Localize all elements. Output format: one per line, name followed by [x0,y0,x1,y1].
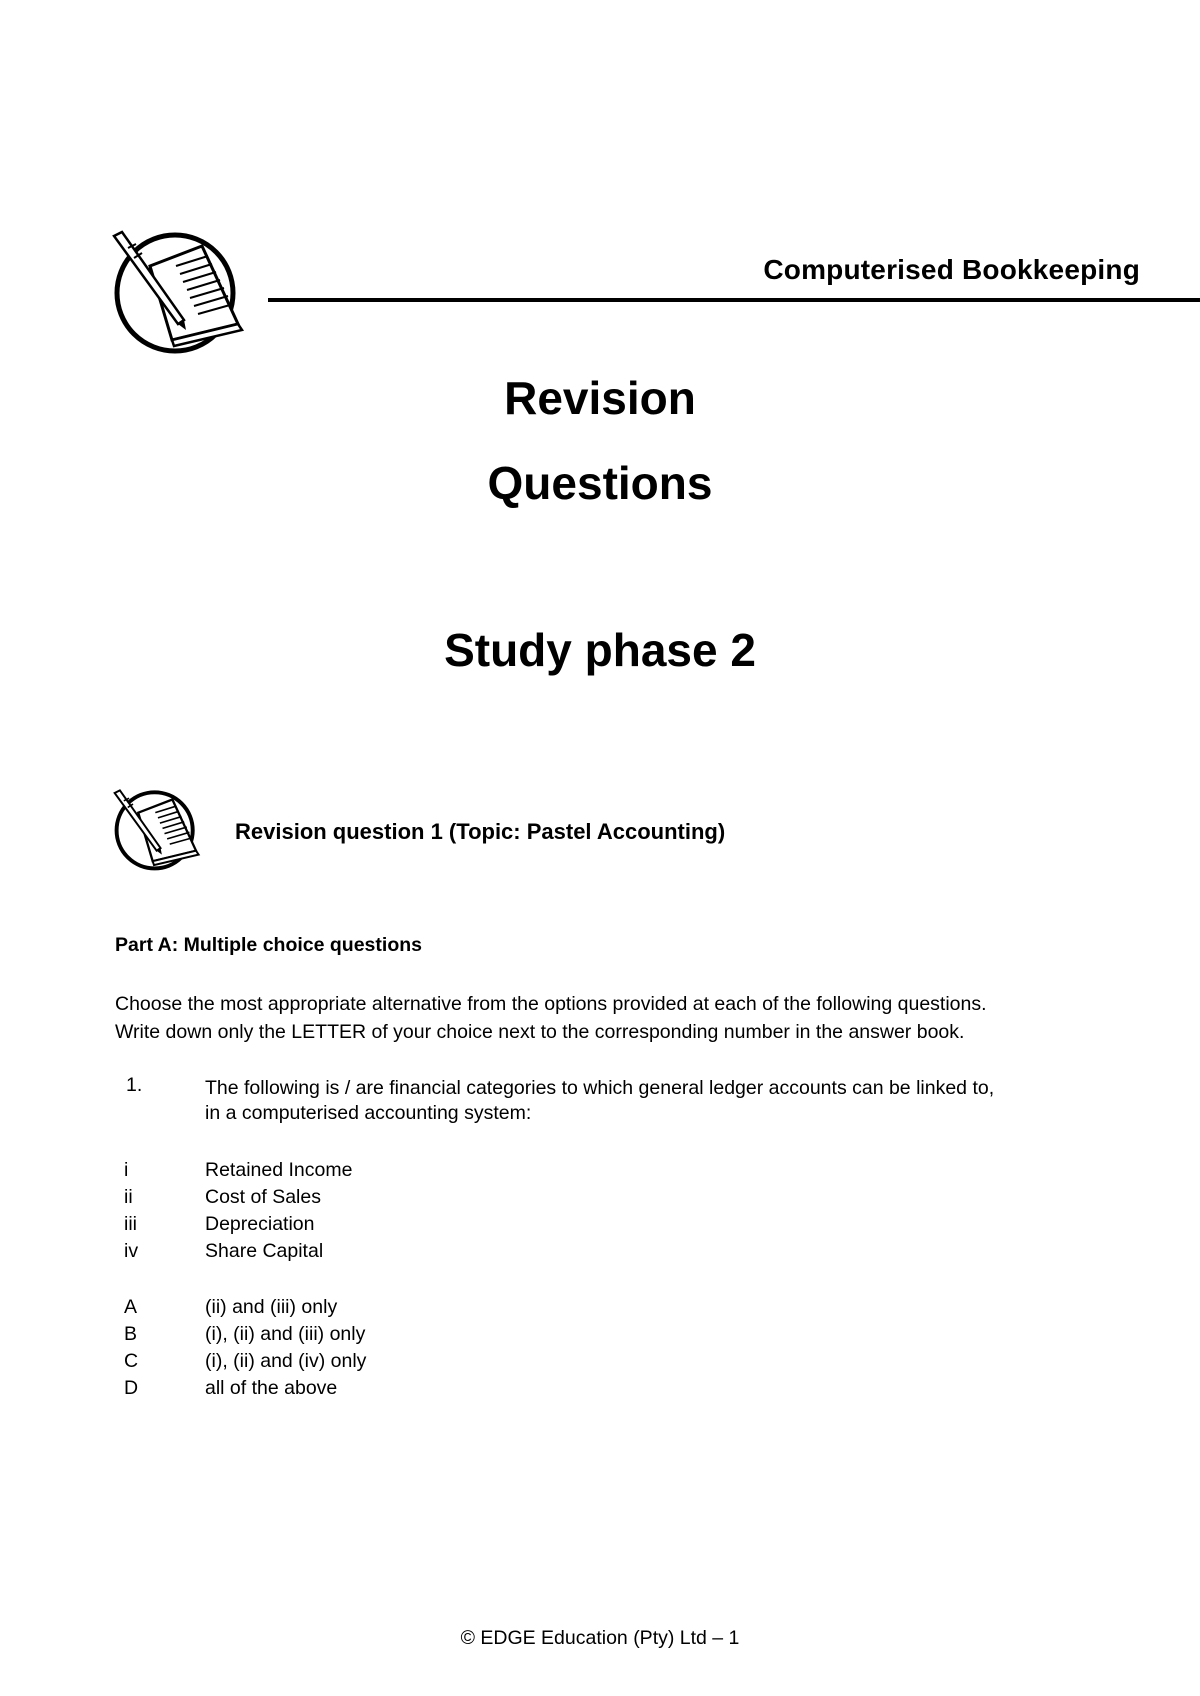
instructions [115,990,1090,1046]
list-item [124,1184,624,1211]
book-and-pen-icon [110,228,270,363]
answer-option [124,1321,624,1348]
instructions-line1: Choose the most appropriate alternative from the options provided at each of the following questions. [115,993,987,1015]
answer-options [124,1294,624,1402]
list-item-value: Cost of Sales [205,1186,321,1208]
option-text: (ii) and (iii) only [205,1296,338,1318]
study-phase-title: Study phase 2 [444,624,756,676]
option-text: (i), (ii) and (iv) only [205,1350,367,1372]
book-and-pen-icon [112,787,217,877]
part-a-heading: Part A: Multiple choice questions [115,934,422,956]
question-text [205,1076,1085,1126]
answer-option [124,1375,624,1402]
list-item [124,1211,624,1238]
list-item-key: iii [124,1213,137,1235]
option-letter: D [124,1377,139,1399]
list-item [124,1238,624,1265]
option-letter: C [124,1350,139,1372]
page-title-line1: Revision [504,372,696,424]
list-item-value: Retained Income [205,1159,353,1181]
question-number: 1. [126,1074,143,1096]
list-item-key: i [124,1159,129,1181]
list-item [124,1157,624,1184]
instructions-line2: Write down only the LETTER of your choice next to the corresponding number in the answer book. [115,1021,965,1043]
list-item-value: Share Capital [205,1240,324,1262]
option-text: (i), (ii) and (iii) only [205,1323,366,1345]
question-text-line2: in a computerised accounting system: [205,1102,532,1124]
option-letter: A [124,1296,138,1318]
answer-option [124,1348,624,1375]
option-text: all of the above [205,1377,338,1399]
option-letter: B [124,1323,138,1345]
header-rule [268,298,1200,302]
page-footer: © EDGE Education (Pty) Ltd – 1 [460,1627,740,1649]
list-item-key: ii [124,1186,133,1208]
category-list [124,1157,624,1265]
header-title: Computerised Bookkeeping [763,254,1140,285]
page-title-line2: Questions [487,457,713,509]
list-item-value: Depreciation [205,1213,315,1235]
answer-option [124,1294,624,1321]
revision-question-heading: Revision question 1 (Topic: Pastel Accounting) [235,819,726,844]
question-text-line1: The following is / are financial categories to which general ledger accounts can be linked to, [205,1077,995,1099]
list-item-key: iv [124,1240,139,1262]
